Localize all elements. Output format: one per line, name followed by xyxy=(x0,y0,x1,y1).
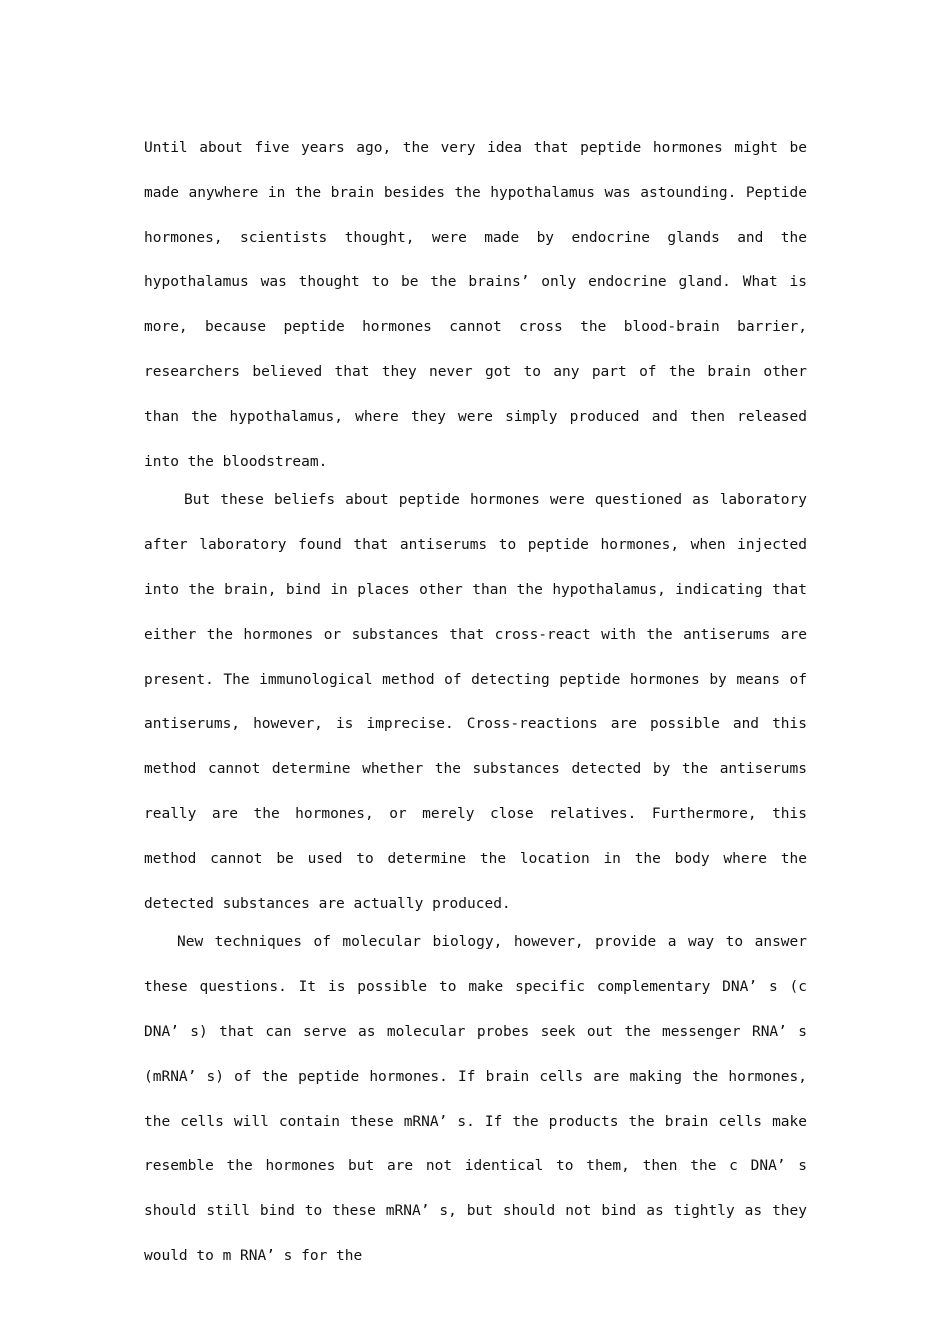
paragraph-2: But these beliefs about peptide hormones were questioned as laboratory after laboratory found that antiserums to peptide hormones, when injected into the brain, bind in places other than the hypothalamus, indicating that either the hormones or substances that cross-react with the antiserums are present. The immunological method of detecting peptide hormones by means of antiserums, however, is imprecise. Cross-reactions are possible and this method cannot determine whether the substances detected by the antiserums really are the hormones, or merely close relatives. Furthermore, this method cannot be used to determine the location in the body where the detected substances are actually produced. xyxy=(144,492,807,912)
paragraph-1: Until about five years ago, the very idea that peptide hormones might be made anywhere in the brain besides the hypothalamus was astounding. Peptide hormones, scientists thought, were made by endocrine glands and the hypothalamus was thought to be the brains’ only endocrine gland. What is more, because peptide hormones cannot cross the blood-brain barrier, researchers believed that they never got to any part of the brain other than the hypothalamus, where they were simply produced and then released into the bloodstream. xyxy=(144,140,807,470)
paragraph-3: New techniques of molecular biology, however, provide a way to answer these questions. It is possible to make specific complementary DNA’ s (c DNA’ s) that can serve as molecular probes seek out the messenger RNA’ s (mRNA’ s) of the peptide hormones. If brain cells are making the hormones, the cells will contain these mRNA’ s. If the products the brain cells make resemble the hormones but are not identical to them, then the c DNA’ s should still bind to these mRNA’ s, but should not bind as tightly as they would to m RNA’ s for the xyxy=(144,934,807,1264)
document-body xyxy=(144,126,807,1273)
